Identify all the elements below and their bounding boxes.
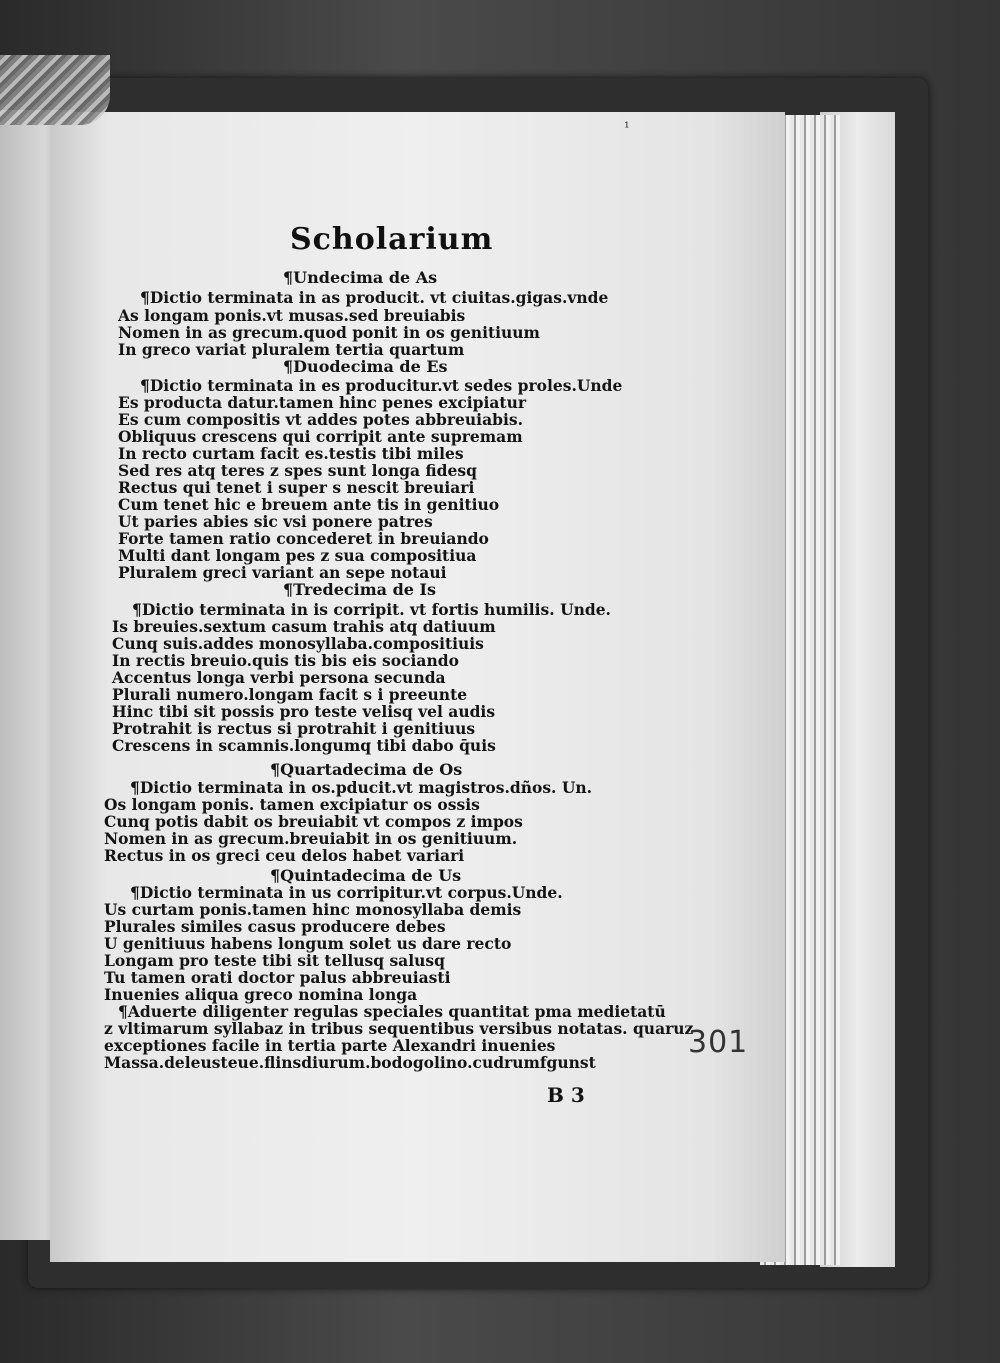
text-line: Protrahit is rectus si protrahit i genitiuus [112, 719, 476, 738]
text-line: Os longam ponis. tamen excipiatur os ossis [104, 795, 480, 814]
handwritten-folio-number: 301 [688, 1025, 749, 1060]
text-line: Rectus qui tenet i super s nescit breuiari [118, 478, 475, 497]
text-line: ¶Dictio terminata in as producit. vt ciuitas.gigas.vnde [140, 288, 609, 307]
text-line: Obliquus crescens qui corripit ante supremam [118, 427, 523, 446]
section-heading-line: ¶Quintadecima de Us [270, 866, 462, 885]
page-heading: Scholarium [290, 222, 494, 257]
text-line: Es producta datur.tamen hinc penes excipiatur [118, 393, 527, 412]
text-line: Ut paries abies sic vsi ponere patres [118, 512, 433, 531]
text-line: Rectus in os greci ceu delos habet variari [104, 846, 465, 865]
text-line: Pluralem greci variant an sepe notaui [118, 563, 447, 582]
text-line: Cunq potis dabit os breuiabit vt compos z impos [104, 812, 523, 831]
section-heading-line: ¶Duodecima de Es [283, 357, 448, 376]
text-line: Multi dant longam pes z sua compositiua [118, 546, 477, 565]
text-line: ¶Dictio terminata in os.pducit.vt magistros.dños. Un. [130, 778, 593, 797]
text-line: ¶Dictio terminata in is corripit. vt fortis humilis. Unde. [132, 600, 611, 619]
section-heading-line: ¶Tredecima de Is [283, 580, 437, 599]
text-line: Us curtam ponis.tamen hinc monosyllaba demis [104, 900, 522, 919]
text-line: Longam pro teste tibi sit tellusq salusq [104, 951, 445, 970]
text-line: Nomen in as grecum.quod ponit in os genitiuum [118, 323, 540, 342]
book-spine [0, 55, 110, 125]
section-heading-line: ¶Quartadecima de Os [270, 760, 463, 779]
section-heading-line: ¶Undecima de As [283, 268, 438, 287]
text-line: Is breuies.sextum casum trahis atq datiuum [112, 617, 496, 636]
text-line: ¶Dictio terminata in us corripitur.vt corpus.Unde. [130, 883, 563, 902]
text-line: As longam ponis.vt musas.sed breuiabis [118, 306, 466, 325]
text-line: Sed res atq teres z spes sunt longa fidesq [118, 461, 477, 480]
ink-mark: ¹ [624, 120, 630, 136]
text-line: In recto curtam facit es.testis tibi miles [118, 444, 464, 463]
text-line: Cunq suis.addes monosyllaba.compositiuis [112, 634, 484, 653]
text-line: In rectis breuio.quis tis bis eis sociando [112, 651, 459, 670]
text-line: ¶Aduerte diligenter regulas speciales quantitat pma medietatū [118, 1002, 666, 1021]
text-line: exceptiones facile in tertia parte Alexandri inuenies [104, 1036, 556, 1055]
text-line: Es cum compositis vt addes potes abbreuiabis. [118, 410, 523, 429]
text-line: Tu tamen orati doctor palus abbreuiasti [104, 968, 451, 987]
text-line: In greco variat pluralem tertia quartum [118, 340, 465, 359]
text-line: U genitiuus habens longum solet us dare recto [104, 934, 512, 953]
text-line: Massa.deleusteue.flinsdiurum.bodogolino.cudrumfgunst [104, 1053, 596, 1072]
text-line: Hinc tibi sit possis pro teste velisq vel audis [112, 702, 496, 721]
text-line: Crescens in scamnis.longumq tibi dabo q̄uis [112, 736, 496, 755]
text-line: Forte tamen ratio concederet in breuiando [118, 529, 489, 548]
text-line: ¶Dictio terminata in es producitur.vt sedes proles.Unde [140, 376, 623, 395]
text-line: Accentus longa verbi persona secunda [112, 668, 446, 687]
text-line: Plurali numero.longam facit s i preeunte [112, 685, 468, 704]
text-line: Nomen in as grecum.breuiabit in os genitiuum. [104, 829, 518, 848]
text-line: Inuenies aliqua greco nomina longa [104, 985, 418, 1004]
text-line: Cum tenet hic e breuem ante tis in genitiuo [118, 495, 500, 514]
signature-mark: B 3 [547, 1083, 585, 1107]
text-line: z vltimarum syllabaz in tribus sequentibus versibus notatas. quaruz [104, 1019, 694, 1038]
text-line: Plurales similes casus producere debes [104, 917, 446, 936]
